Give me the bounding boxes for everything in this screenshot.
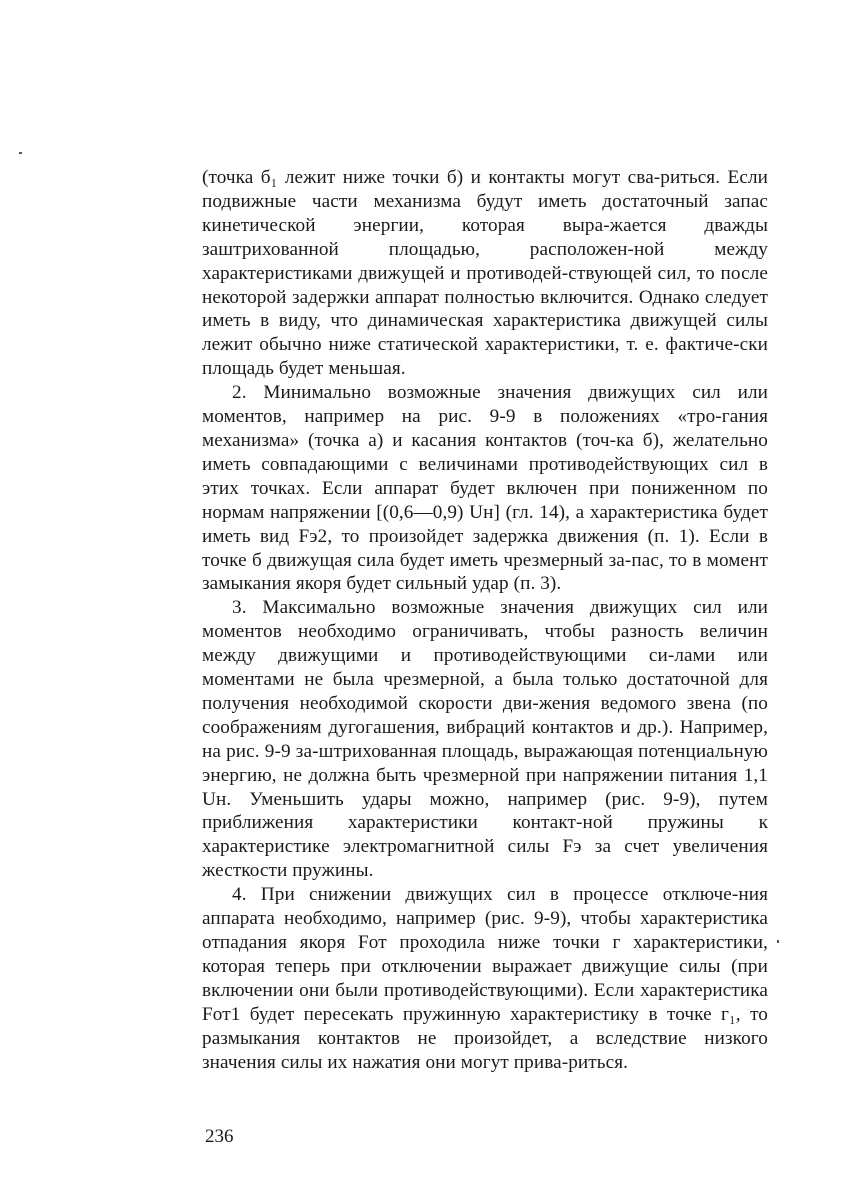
paragraph-text: 3. Максимально возможные значения движущих сил или моментов необходимо ограничивать, чтобы разность величин между движущими и противодействующими си-лами или моментами не была чрезмерной, а была только достаточной для получения необходимой скорости дви-жения ведомого звена (по соображениям дугогашения, вибраций контактов и др.). Например, на рис. 9-9 за-штрихованная площадь, выражающая потенциальную энергию, не должна быть чрезмерной при напряжении питания 1,1 Uн. Уменьшить удары можно, например (рис. 9-9), путем приближения характеристики контакт-ной пружины к характеристике электромагнитной силы Fэ за счет увеличения жесткости пружины. xyxy=(202,597,768,882)
paragraph xyxy=(202,166,768,381)
paragraph xyxy=(202,596,768,883)
paragraph-text: 4. При снижении движущих сил в процессе отключе-ния аппарата необходимо, например (рис. 9-9), чтобы характеристика отпадания якоря Fот проходила ниже точки г характеристики, которая теперь при отключении выражает движущие силы (при включении они были противодействующими). Если характеристика Fот1 будет пересекать пружинную характеристику в точке г₁, то размыкания контактов не произойдет, а вследствие низкого значения силы их нажатия они могут прива-риться. xyxy=(202,884,768,1073)
scan-speck xyxy=(19,152,22,154)
paragraph-text: 2. Минимально возможные значения движущих сил или моментов, например на рис. 9-9 в положениях «тро-гания механизма» (точка а) и касания контактов (точ-ка б), желательно иметь совпадающими с величинами противодействующих сил в этих точках. Если аппарат будет включен при пониженном по нормам напряжении [(0,6—0,9) Uн] (гл. 14), а характеристика будет иметь вид Fэ2, то произойдет задержка движения (п. 1). Если в точке б движущая сила будет иметь чрезмерный за-пас, то в момент замыкания якоря будет сильный удар (п. 3). xyxy=(202,382,768,595)
scan-speck xyxy=(777,940,779,943)
page-number: 236 xyxy=(205,1126,234,1147)
text-page xyxy=(202,166,768,1074)
paragraph xyxy=(202,381,768,596)
paragraph xyxy=(202,883,768,1074)
paragraph-text: (точка б₁ лежит ниже точки б) и контакты могут сва-риться. Если подвижные части механизма будут иметь достаточный запас кинетической энергии, которая выра-жается дважды заштрихованной площадью, расположен-ной между характеристиками движущей и противодей-ствующей сил, то после некоторой задержки аппарат полностью включится. Однако следует иметь в виду, что динамическая характеристика движущей силы лежит обычно ниже статической характеристики, т. е. фактиче-ски площадь будет меньшая. xyxy=(202,167,768,380)
